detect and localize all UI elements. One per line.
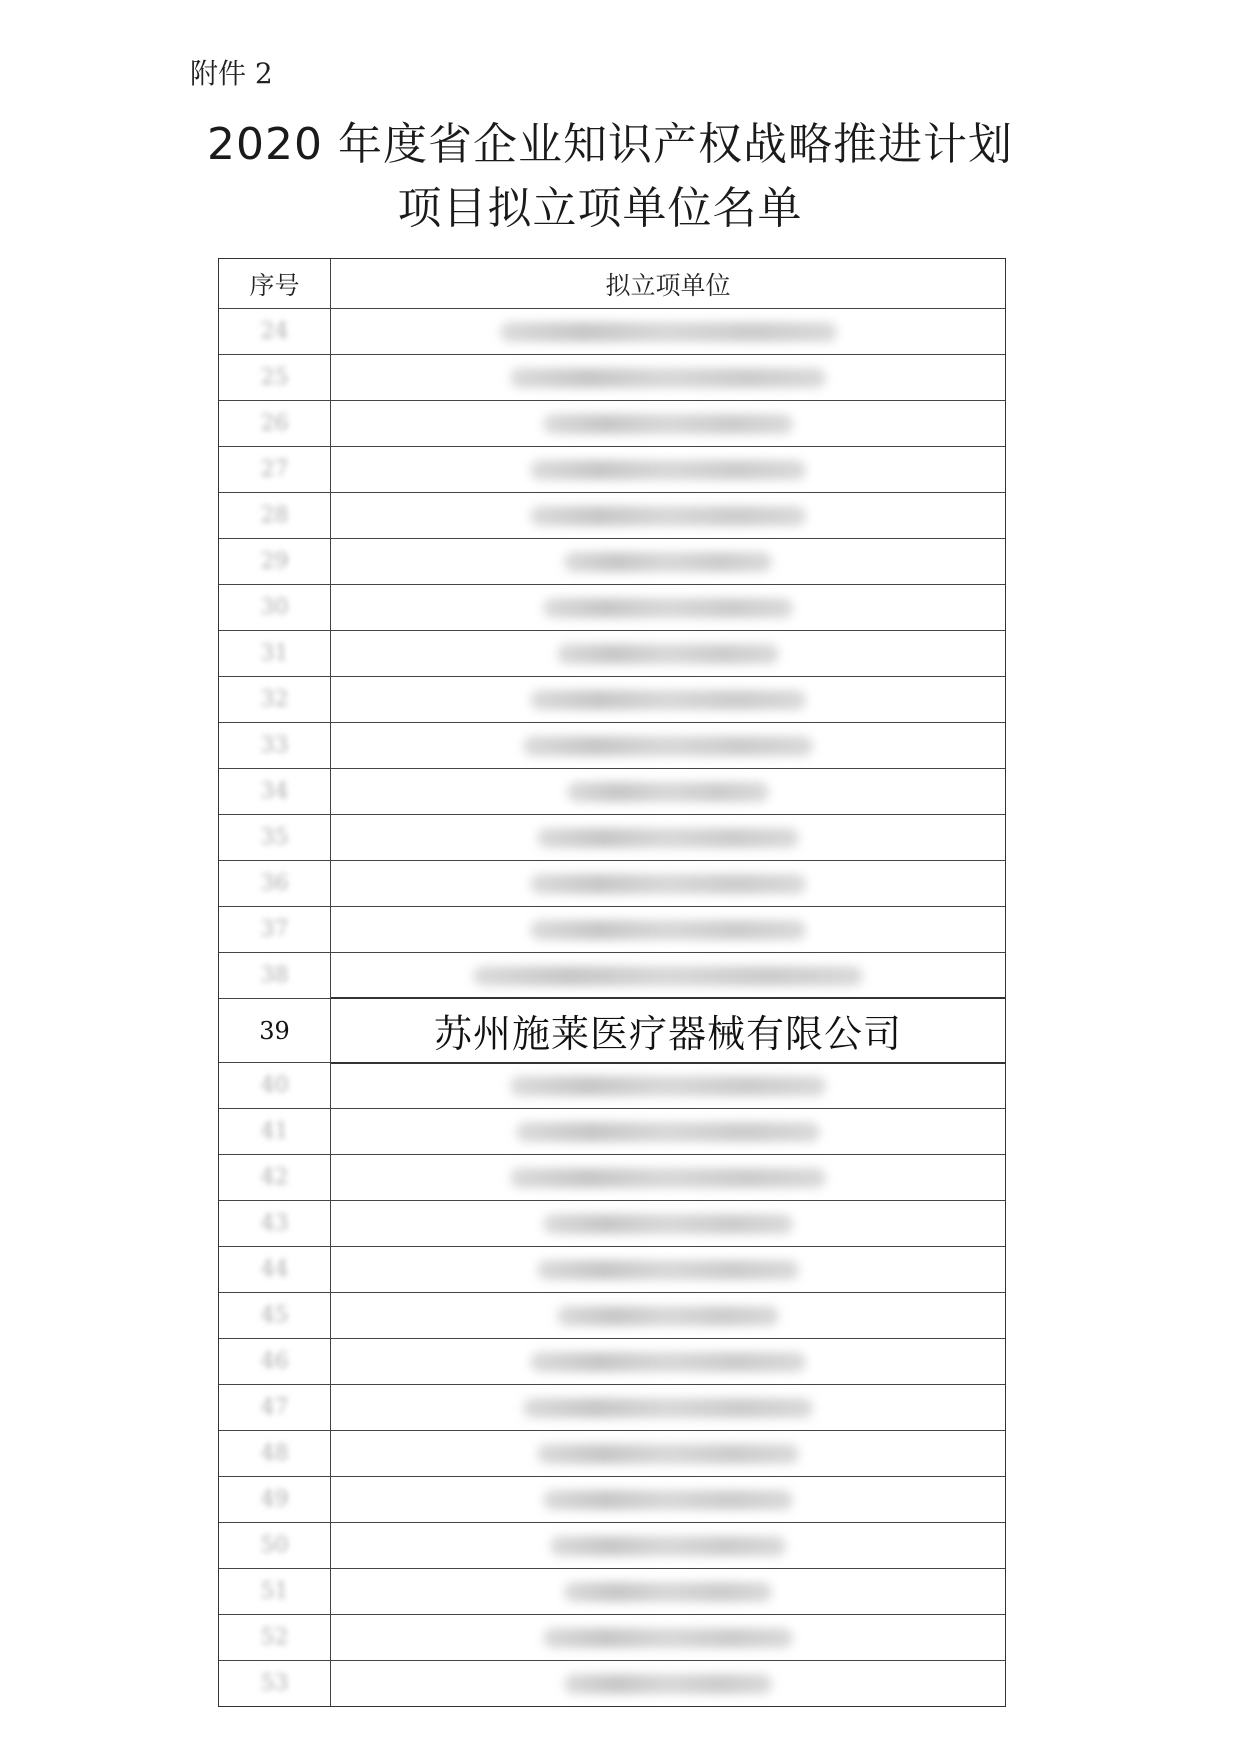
redacted-company-name — [523, 1398, 813, 1418]
row-number — [219, 953, 331, 998]
row-number — [219, 1615, 331, 1660]
row-number — [219, 1339, 331, 1384]
row-unit-name-blurred — [331, 861, 1005, 906]
redacted-company-name — [510, 1076, 827, 1096]
table-row — [219, 676, 1005, 722]
redacted-company-name — [543, 1490, 792, 1510]
row-number-text: 38 — [260, 963, 289, 988]
row-unit-name-blurred — [331, 1155, 1005, 1200]
table-row — [219, 538, 1005, 584]
row-number-text: 45 — [260, 1303, 289, 1328]
redacted-company-name — [564, 552, 773, 572]
table-row — [219, 722, 1005, 768]
table-header-row — [219, 259, 1005, 308]
row-number-text: 24 — [260, 319, 289, 344]
row-number — [219, 907, 331, 952]
header-unit: 拟立项单位 — [605, 270, 731, 300]
row-unit-name-blurred — [331, 1293, 1005, 1338]
table-row — [219, 354, 1005, 400]
row-number — [219, 1063, 331, 1108]
table-row — [219, 1246, 1005, 1292]
row-unit-name-blurred — [331, 907, 1005, 952]
redacted-company-name — [530, 460, 806, 480]
row-number — [219, 1569, 331, 1614]
row-number — [219, 1431, 331, 1476]
row-unit-name-blurred — [331, 1247, 1005, 1292]
table-row — [219, 492, 1005, 538]
row-number — [219, 631, 331, 676]
redacted-company-name — [510, 1168, 827, 1188]
redacted-company-name — [537, 828, 800, 848]
row-number — [219, 493, 331, 538]
table-row — [219, 814, 1005, 860]
row-number-text: 44 — [260, 1257, 289, 1282]
table-row — [219, 768, 1005, 814]
row-unit-name-blurred — [331, 1109, 1005, 1154]
table-row — [219, 1614, 1005, 1660]
table-row — [219, 308, 1005, 354]
table-row — [219, 1200, 1005, 1246]
row-unit-name-blurred — [331, 355, 1005, 400]
redacted-company-name — [530, 1352, 806, 1372]
row-unit-name-blurred — [331, 1339, 1005, 1384]
row-number-text: 41 — [260, 1119, 289, 1144]
row-number-text: 30 — [260, 595, 289, 620]
row-number-text: 49 — [260, 1487, 289, 1512]
table-row — [219, 1154, 1005, 1200]
highlighted-company-name: 苏州施莱医疗器械有限公司 — [433, 1012, 902, 1056]
unit-list-table — [218, 258, 1006, 1707]
table-row — [219, 1338, 1005, 1384]
row-number-text: 37 — [260, 917, 289, 942]
redacted-company-name — [543, 1628, 792, 1648]
table-row — [219, 630, 1005, 676]
row-unit-name-blurred — [331, 309, 1005, 354]
table-row — [219, 1292, 1005, 1338]
row-unit-name-blurred — [331, 677, 1005, 722]
table-row — [219, 1660, 1005, 1706]
table-row — [219, 1476, 1005, 1522]
table-row — [219, 1062, 1005, 1108]
row-number-text: 29 — [260, 549, 289, 574]
redacted-company-name — [523, 736, 813, 756]
redacted-company-name — [543, 1214, 792, 1234]
redacted-company-name — [530, 874, 806, 894]
table-row — [219, 1108, 1005, 1154]
row-unit-name-blurred — [331, 953, 1005, 998]
redacted-company-name — [543, 414, 792, 434]
row-number — [219, 1293, 331, 1338]
row-number — [219, 309, 331, 354]
table-row — [219, 860, 1005, 906]
row-unit-name-blurred — [331, 1385, 1005, 1430]
redacted-company-name — [473, 966, 864, 986]
row-number-text: 27 — [260, 457, 289, 482]
row-number-text: 40 — [260, 1073, 289, 1098]
row-number — [219, 1201, 331, 1246]
row-unit-name — [331, 997, 1005, 1064]
row-unit-name-blurred — [331, 1431, 1005, 1476]
row-number-text: 43 — [260, 1211, 289, 1236]
row-number-text: 48 — [260, 1441, 289, 1466]
redacted-company-name — [564, 1582, 773, 1602]
row-number-text: 25 — [260, 365, 289, 390]
row-number — [219, 1155, 331, 1200]
redacted-company-name — [510, 368, 827, 388]
row-number — [219, 677, 331, 722]
row-unit-name-blurred — [331, 401, 1005, 446]
table-row — [219, 446, 1005, 492]
table-row — [219, 1430, 1005, 1476]
row-unit-name-blurred — [331, 631, 1005, 676]
redacted-company-name — [530, 920, 806, 940]
row-unit-name-blurred — [331, 447, 1005, 492]
row-number — [219, 723, 331, 768]
row-unit-name-blurred — [331, 493, 1005, 538]
row-number — [219, 401, 331, 446]
table-row — [219, 906, 1005, 952]
redacted-company-name — [564, 1674, 773, 1694]
table-row — [219, 584, 1005, 630]
row-unit-name-blurred — [331, 585, 1005, 630]
redacted-company-name — [530, 506, 806, 526]
row-unit-name-blurred — [331, 539, 1005, 584]
row-number — [219, 1247, 331, 1292]
row-number-text: 35 — [260, 825, 289, 850]
row-number-text: 36 — [260, 871, 289, 896]
row-unit-name-blurred — [331, 1661, 1005, 1706]
table-row — [219, 1522, 1005, 1568]
row-number — [219, 585, 331, 630]
row-number-text: 26 — [260, 411, 289, 436]
row-unit-name-blurred — [331, 1063, 1005, 1108]
row-number-text: 50 — [260, 1533, 289, 1558]
redacted-company-name — [537, 1444, 800, 1464]
row-number — [219, 1477, 331, 1522]
row-number-text: 34 — [260, 779, 289, 804]
redacted-company-name — [543, 598, 792, 618]
row-number — [219, 447, 331, 492]
row-number — [219, 1523, 331, 1568]
row-unit-name-blurred — [331, 1477, 1005, 1522]
row-number — [219, 769, 331, 814]
row-number-text: 46 — [260, 1349, 289, 1374]
row-number — [219, 1385, 331, 1430]
row-unit-name-blurred — [331, 769, 1005, 814]
row-number-text: 42 — [260, 1165, 289, 1190]
header-number: 序号 — [219, 259, 331, 308]
row-number — [219, 1109, 331, 1154]
redacted-company-name — [550, 1536, 786, 1556]
row-number — [219, 861, 331, 906]
row-number-text: 33 — [260, 733, 289, 758]
row-number-text: 47 — [260, 1395, 289, 1420]
row-unit-name-blurred — [331, 1615, 1005, 1660]
row-number-text: 31 — [260, 641, 289, 666]
redacted-company-name — [500, 322, 837, 342]
redacted-company-name — [516, 1122, 819, 1142]
row-unit-name-blurred — [331, 1523, 1005, 1568]
row-number-text: 32 — [260, 687, 289, 712]
table-row — [219, 1384, 1005, 1430]
row-number-text: 39 — [259, 1016, 290, 1045]
row-number — [219, 1661, 331, 1706]
table-row — [219, 1568, 1005, 1614]
redacted-company-name — [537, 1260, 800, 1280]
row-number-text: 53 — [260, 1671, 289, 1696]
row-number-text: 28 — [260, 503, 289, 528]
redacted-company-name — [530, 690, 806, 710]
table-row — [219, 952, 1005, 998]
row-number — [219, 999, 331, 1062]
row-number-text: 52 — [260, 1625, 289, 1650]
row-unit-name-blurred — [331, 1569, 1005, 1614]
row-number-text: 51 — [260, 1579, 289, 1604]
redacted-company-name — [557, 1306, 779, 1326]
row-unit-name-blurred — [331, 723, 1005, 768]
table-row — [219, 400, 1005, 446]
highlighted-row — [219, 998, 1005, 1062]
row-unit-name-blurred — [331, 815, 1005, 860]
document-title-line-1: 2020 年度省企业知识产权战略推进计划 — [207, 119, 1013, 170]
attachment-label: 附件 2 — [190, 57, 273, 90]
row-number — [219, 355, 331, 400]
document-title-line-2: 项目拟立项单位名单 — [397, 183, 803, 234]
row-number — [219, 539, 331, 584]
row-number — [219, 815, 331, 860]
redacted-company-name — [567, 782, 769, 802]
row-unit-name-blurred — [331, 1201, 1005, 1246]
redacted-company-name — [557, 644, 779, 664]
